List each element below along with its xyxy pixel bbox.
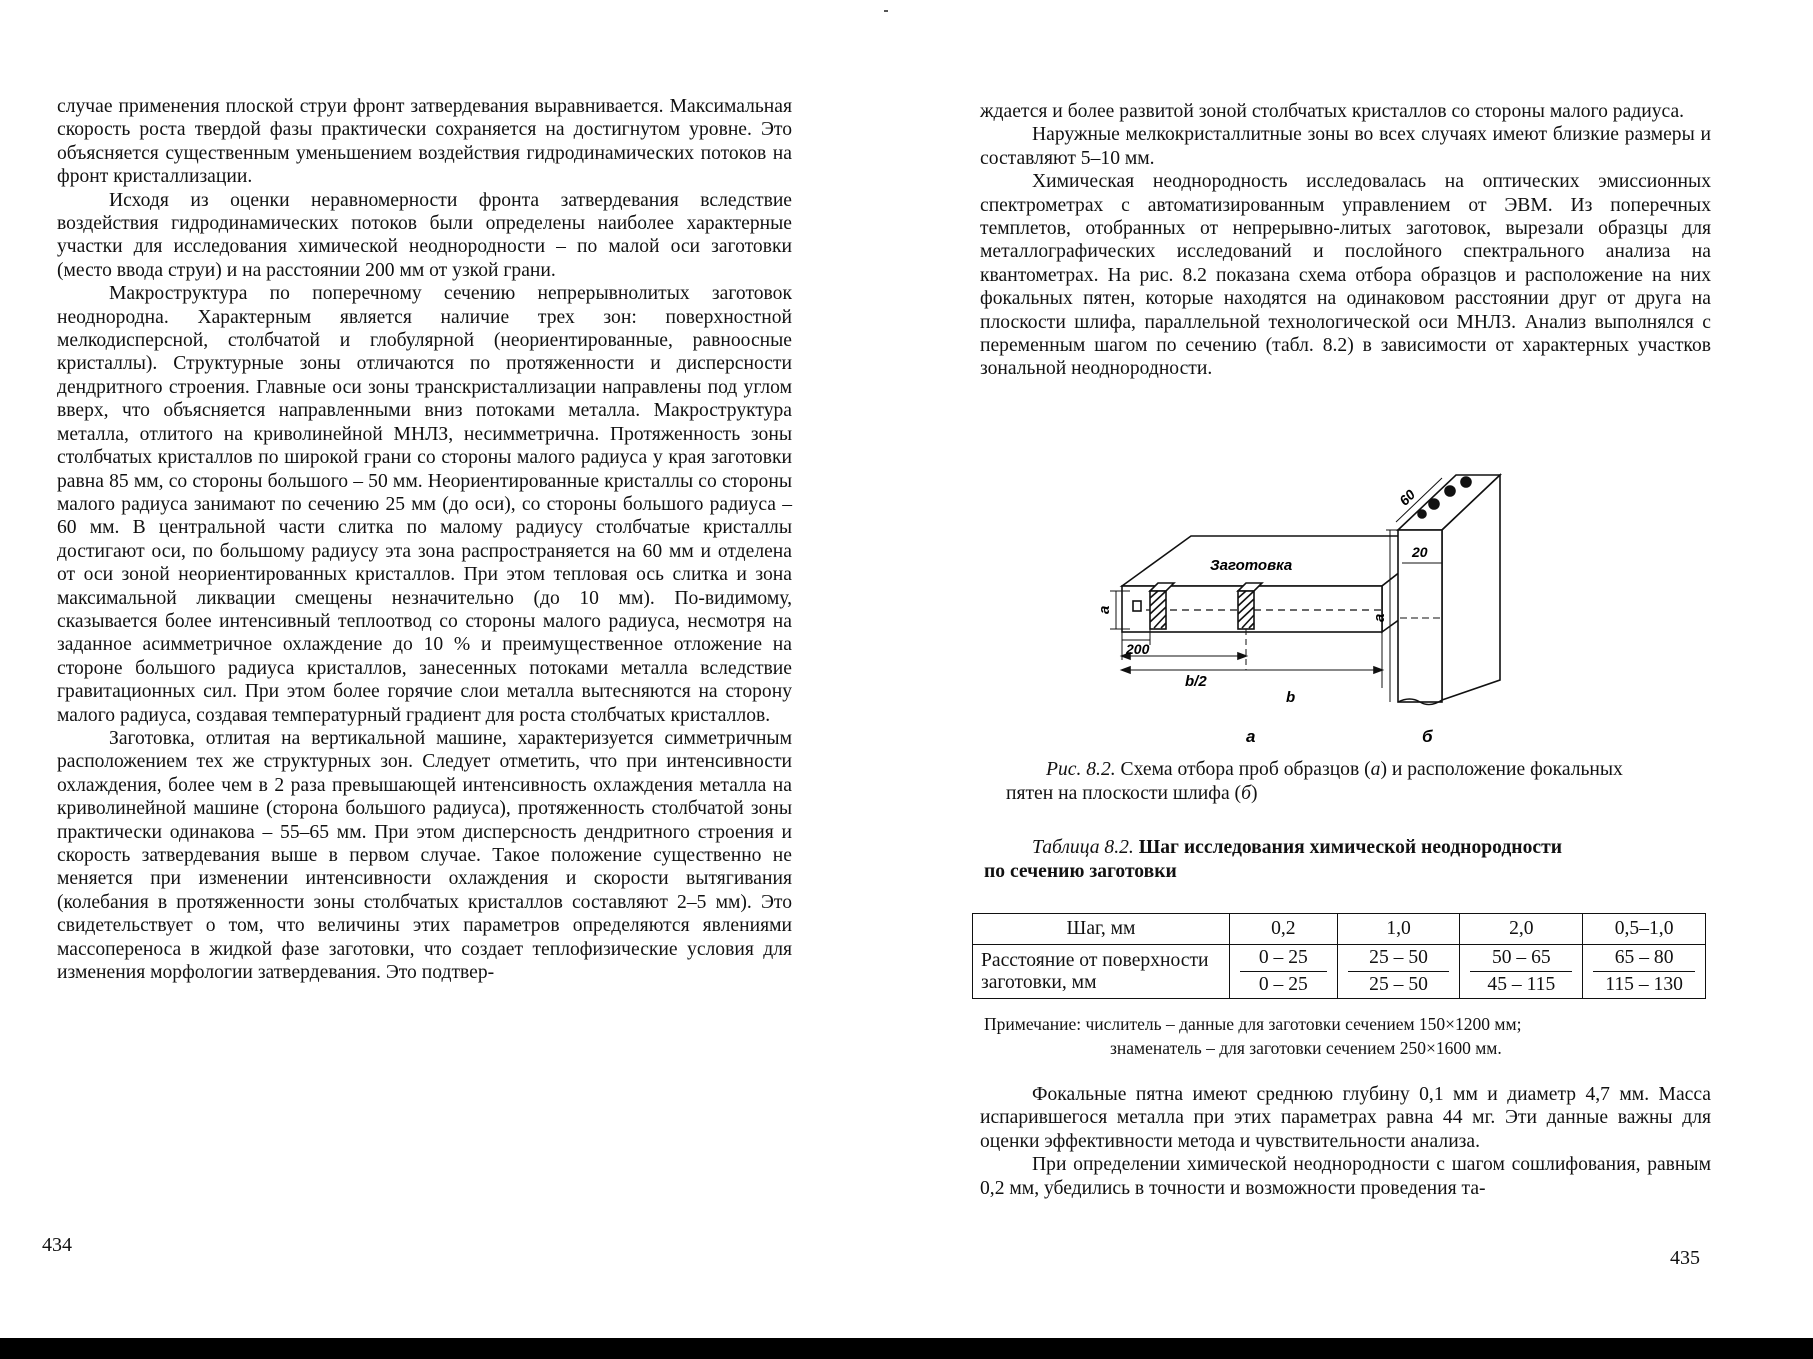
paragraph: При определении химической неоднородности с шагом сошлифования, равным 0,2 мм, убедились в точности и возможности проведения та-: [980, 1154, 1711, 1199]
paragraph: Заготовка, отлитая на вертикальной машине, характеризуется симметричным расположением тех же структурных зон. Следует отметить, что при интенсивности охлаждения, более чем в 2 раза превышающей интенсивность охлаждения металла на криволинейной машине (сторона большого радиуса), протяженность столбчатой зоны практически одинакова – 55–65 мм. При этом дисперсность дендритного строения и скорость затвердевания выше в первом случае. Такое положение существенно не меняется при изменении интенсивности охлаждения и скорости вытягивания (колебания в протяженности зоны столбчатых кристаллов составляют 2–5 мм). Это свидетельствует о том, что величины этих параметров определяются явлениями массопереноса в жидкой фазе заготовки, что создает теплофизические условия для изменения морфологии затвердевания. Это подтвер-: [57, 727, 792, 984]
right-page-text-bottom: [980, 1083, 1711, 1200]
data-table: [972, 913, 1706, 999]
paragraph: Химическая неоднородность исследовалась на оптических эмиссионных спектрометрах с автоматизированным управлением от ЭВМ. Из поперечных темплетов, отобранных от непрерывно-литых заготовок, вырезали образцы для металлографических исследований и послойного спектрального анализа на квантометрах. На рис. 8.2 показана схема отбора образцов и расположение на них фокальных пятен, которые находятся на одинаковом расстоянии друг от друга на плоскости шлифа, параллельной технологической оси МНЛЗ. Анализ выполнялся с переменным шагом по сечению (табл. 8.2) в зависимости от характерных участков зональной неоднородности.: [980, 171, 1711, 380]
dim-a-left: a: [1096, 605, 1113, 614]
paragraph: Наружные мелкокристаллитные зоны во всех случаях имеют близкие размеры и составляют 5–10 мм.: [980, 124, 1711, 169]
figure-caption-a: а: [1370, 759, 1381, 780]
table-header-cell: Шаг, мм: [973, 914, 1230, 945]
table-cell: [1460, 945, 1583, 999]
paragraph: Макроструктура по поперечному сечению непрерывнолитых заготовок неоднородна. Характерным является наличие трех зон: поверхностной мелкодисперсной, столбчатой и глобулярной (неориентированные, равноосные кристаллы). Структурные зоны отличаются по протяженности и дисперсности дендритного строения. Главные оси зоны транскристаллизации направлены под углом вверх, что объясняется направленными вниз потоками металла. Макроструктура металла, отлитого на криволинейной МНЛЗ, несимметрична. Протяженность зоны столбчатых кристаллов по широкой грани со стороны малого радиуса у края заготовки равна 85 мм, со стороны большого – 50 мм. Неориентированные кристаллы со стороны малого радиуса занимают по сечению 25 мм (до оси), со стороны большого радиуса – 60 мм. В центральной части слитка по малому радиусу столбчатые кристаллы достигают оси, по большому радиусу эта зона распространяется на 60 мм и отделена от оси зоной неориентированных кристаллов. При этом тепловая ось слитка и зона максимальной ликвации смещены незначительно (до 10 мм). По-видимому, сказывается более интенсивный теплоотвод со стороны малого радиуса, несмотря на заданное асимметричное охлаждение до 10 % и преимущественное отложение на стороне большого радиуса кристаллов, занесенных потоками металла вследствие гравитационных сил. При этом более горячие слои металла вытесняются на сторону малого радиуса, создавая температурный градиент для роста столбчатых кристаллов.: [57, 283, 792, 726]
row-label-line-2: заготовки, мм: [981, 971, 1097, 993]
table-row-label: [973, 945, 1230, 999]
scan-bottom-edge: [0, 1338, 1813, 1359]
table-header-cell: 2,0: [1460, 914, 1583, 945]
cell-denominator: 0 – 25: [1258, 974, 1308, 995]
page-number-right: 435: [1670, 1247, 1700, 1269]
figure-caption-label: Рис. 8.2.: [1046, 759, 1116, 780]
left-page-text: [57, 95, 792, 984]
table-caption-title-2: по сечению заготовки: [984, 861, 1177, 882]
right-page: [906, 0, 1813, 1359]
figure-sub-b: б: [1422, 727, 1433, 746]
dim-200: 200: [1126, 641, 1150, 657]
row-label-line-1: Расстояние от поверхности: [981, 949, 1209, 971]
label-blank: Заготовка: [1210, 557, 1293, 574]
table-caption: [984, 836, 1684, 884]
dim-b-half: b/2: [1185, 673, 1207, 690]
figure-8-2: [1070, 470, 1570, 762]
cell-denominator: 25 – 50: [1369, 974, 1428, 995]
figure-caption-text-1: Схема отбора проб образцов (: [1115, 759, 1371, 780]
cell-numerator: 0 – 25: [1240, 945, 1327, 972]
cell-denominator: 115 – 130: [1605, 974, 1683, 995]
figure-caption-b: б: [1241, 783, 1251, 804]
figure-caption: [1006, 758, 1716, 806]
cell-denominator: 45 – 115: [1487, 974, 1556, 995]
table-caption-label: Таблица 8.2.: [1032, 837, 1134, 858]
table-note: [984, 1012, 1704, 1060]
figure-caption-line2-2: ): [1250, 783, 1258, 804]
table-note-line-2: знаменатель – для заготовки сечением 250×1600 мм.: [1110, 1038, 1502, 1058]
table-header-cell: 1,0: [1337, 914, 1460, 945]
paragraph: Фокальные пятна имеют среднюю глубину 0,1 мм и диаметр 4,7 мм. Масса испарившегося металла при этих параметрах равна 44 мг. Эти данные важны для оценки эффективности метода и чувствительности анализа.: [980, 1084, 1711, 1152]
figure-sub-a: а: [1246, 727, 1256, 746]
figure-caption-text-2: ) и расположение фокальных: [1380, 759, 1623, 780]
paragraph: случае применения плоской струи фронт затвердевания выравнивается. Максимальная скорость роста твердой фазы практически сохраняется на достигнутом уровне. Это объясняется существенным уменьшением воздействия гидродинамических потоков на фронт кристаллизации.: [57, 96, 792, 188]
table-header-cell: 0,5–1,0: [1583, 914, 1706, 945]
table-cell: [1230, 945, 1338, 999]
dim-a-right: a: [1371, 613, 1388, 622]
table-note-line-1: Примечание: числитель – данные для заготовки сечением 150×1200 мм;: [984, 1014, 1522, 1034]
table-header-row: [973, 914, 1706, 945]
right-page-text-top: [980, 100, 1711, 381]
table-cell: [1583, 945, 1706, 999]
page-number-left: 434: [42, 1234, 72, 1256]
figure-b-specimen: [1386, 475, 1500, 705]
dim-b: b: [1286, 689, 1296, 706]
dim-60: 60: [1395, 486, 1419, 509]
cell-numerator: 65 – 80: [1593, 945, 1695, 972]
paragraph: Исходя из оценки неравномерности фронта затвердевания вследствие воздействия гидродинамических потоков были определены наиболее характерные участки для исследования химической неоднородности – по малой оси заготовки (место ввода струи) и на расстоянии 200 мм от узкой грани.: [57, 189, 792, 281]
cell-numerator: 50 – 65: [1470, 945, 1572, 972]
table-caption-title-1: Шаг исследования химической неоднородности: [1138, 837, 1563, 858]
table-header-cell: 0,2: [1230, 914, 1338, 945]
figure-caption-line2-1: пятен на плоскости шлифа (: [1006, 783, 1242, 804]
cell-numerator: 25 – 50: [1348, 945, 1450, 972]
dim-20: 20: [1412, 544, 1428, 560]
table-row: [973, 945, 1706, 999]
paragraph: ждается и более развитой зоной столбчатых кристаллов со стороны малого радиуса.: [980, 101, 1685, 122]
left-page: [0, 0, 906, 1359]
table-cell: [1337, 945, 1460, 999]
scan-speck: [884, 10, 888, 12]
